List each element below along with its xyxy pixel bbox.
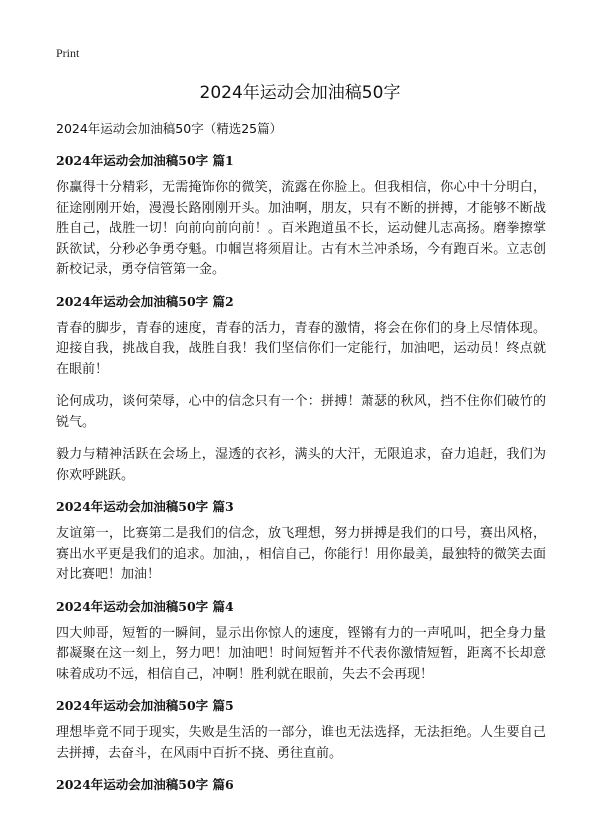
section-heading: 2024年运动会加油稿50字 篇5 — [56, 698, 234, 713]
document-subtitle: 2024年运动会加油稿50字（精选25篇） — [56, 121, 283, 136]
section-2 — [56, 293, 546, 487]
section-heading: 2024年运动会加油稿50字 篇4 — [56, 598, 234, 614]
section-heading: 2024年运动会加油稿50字 篇2 — [56, 293, 234, 309]
print-label: Print — [56, 46, 80, 60]
section-5 — [56, 697, 546, 764]
page-title: 2024年运动会加油稿50字 — [199, 83, 401, 103]
section-paragraph: 友谊第一，比赛第二是我们的信念，放飞理想，努力拼搏是我们的口号，赛出风格，赛出水平更是我们的追求。加油，，相信自己，你能行！用你最美，最独特的微笑去面对比赛吧！加油！ — [56, 526, 546, 582]
section-4 — [56, 598, 546, 686]
section-heading: 2024年运动会加油稿50字 篇3 — [56, 499, 234, 514]
section-3 — [56, 498, 546, 586]
section-1 — [56, 152, 546, 281]
section-paragraph: 论何成功，谈何荣辱，心中的信念只有一个：拼搏！萧瑟的秋风，挡不住你们破竹的锐气。 — [56, 394, 546, 430]
document-body — [56, 120, 546, 802]
section-paragraph: 青春的脚步，青春的速度，青春的活力，青春的激情，将会在你们的身上尽情体现。迎接自我，挑战自我，战胜自我！我们坚信你们一定能行，加油吧，运动员！终点就在眼前！ — [56, 320, 546, 377]
section-paragraph: 毅力与精神活跃在会场上，湿透的衣衫，满头的大汗，无限追求，奋力追赶，我们为你欢呼跳跃。 — [56, 447, 546, 483]
section-paragraph: 四大帅哥，短暂的一瞬间，显示出你惊人的速度，铿锵有力的一声吼叫，把全身力量都凝聚在这一刻上，努力吧！加油吧！时间短暂并不代表你激情短暂，距离不长却意味着成功不远，相信自己，冲啊！胜利就在眼前，失去不会再现！ — [56, 625, 546, 682]
section-paragraph: 你赢得十分精彩，无需掩饰你的微笑，流露在你脸上。但我相信，你心中十分明白，征途刚刚开始，漫漫长路刚刚开头。加油啊，朋友，只有不断的拼搏，才能够不断战胜自己，战胜一切！向前向前向前！。百米跑道虽不长，运动健儿志高扬。磨拳擦掌跃欲试，分秒必争勇夺魁。巾帼岂将须眉让。古有木兰冲杀场，今有跑百米。立志创新校记录，勇夺信管第一金。 — [56, 180, 546, 277]
section-paragraph: 理想毕竟不同于现实，失败是生活的一部分，谁也无法选择，无法拒绝。人生要自己去拼搏，去奋斗，在风雨中百折不挠、勇往直前。 — [56, 725, 546, 761]
section-heading: 2024年运动会加油稿50字 篇1 — [56, 153, 234, 168]
section-6 — [56, 776, 546, 794]
section-heading: 2024年运动会加油稿50字 篇6 — [56, 777, 234, 792]
